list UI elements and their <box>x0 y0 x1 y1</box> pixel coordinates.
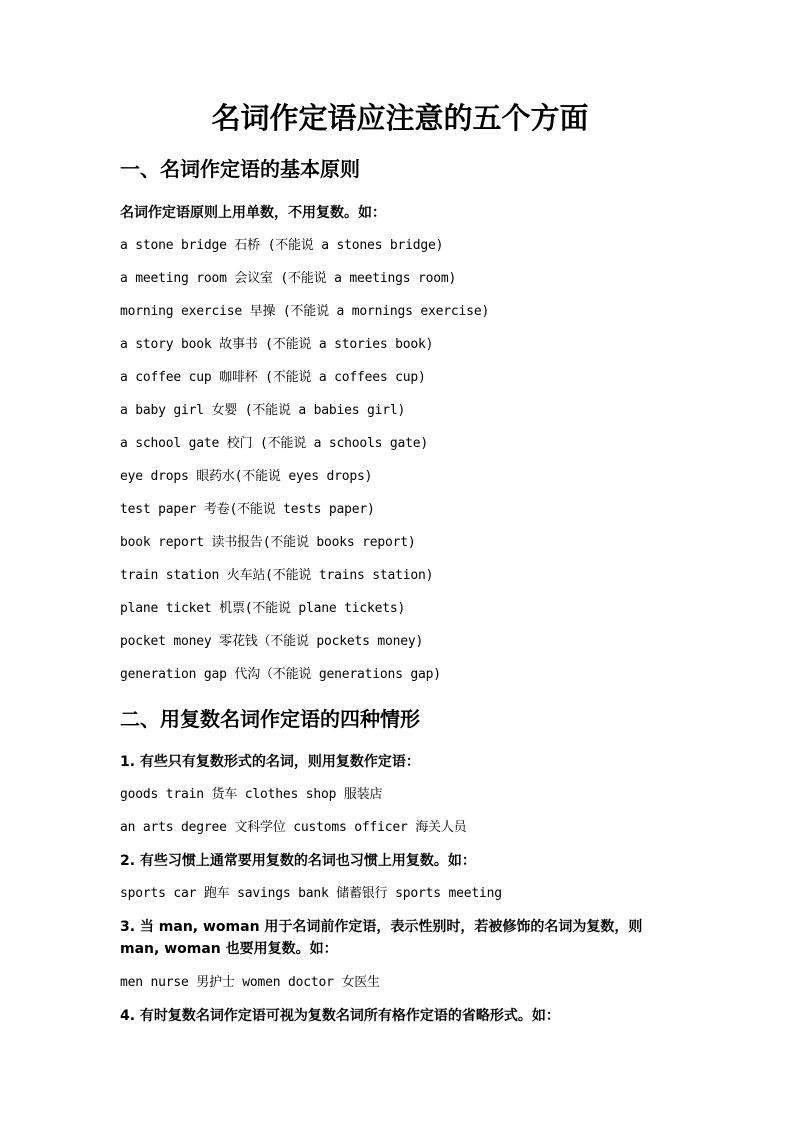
point-label-3: 3. 当 man, woman 用于名词前作定语，表示性别时，若被修饰的名词为复数，则 man, woman 也要用复数。如： <box>120 919 643 957</box>
example-line: test paper 考卷(不能说 tests paper) <box>120 502 375 517</box>
example-line: an arts degree 文科学位 customs officer 海关人员 <box>120 820 467 835</box>
example-line: book report 读书报告(不能说 books report) <box>120 535 416 550</box>
example-line: train station 火车站(不能说 trains station) <box>120 568 434 583</box>
example-line: sports car 跑车 savings bank 储蓄银行 sports meeting <box>120 886 502 901</box>
rule-text: 名词作定语原则上用单数，不用复数。如： <box>120 205 386 221</box>
example-line: a stone bridge 石桥 (不能说 a stones bridge) <box>120 238 444 253</box>
point-label-4: 4. 有时复数名词作定语可视为复数名词所有格作定语的省略形式。如： <box>120 1008 560 1024</box>
section-heading-2: 二、用复数名词作定语的四种情形 <box>120 707 420 731</box>
example-line: a baby girl 女婴 (不能说 a babies girl) <box>120 403 406 418</box>
example-line: a meeting room 会议室 (不能说 a meetings room) <box>120 271 457 286</box>
example-line: men nurse 男护士 women doctor 女医生 <box>120 975 380 990</box>
example-line: morning exercise 早操 (不能说 a mornings exercise) <box>120 304 490 319</box>
section-heading-1: 一、名词作定语的基本原则 <box>120 157 360 181</box>
example-line: plane ticket 机票(不能说 plane tickets) <box>120 601 406 616</box>
example-line: a story book 故事书 (不能说 a stories book) <box>120 337 434 352</box>
point-label-1: 1. 有些只有复数形式的名词，则用复数作定语： <box>120 754 420 770</box>
page-title: 名词作定语应注意的五个方面 <box>211 101 589 135</box>
example-line: generation gap 代沟（不能说 generations gap) <box>120 667 441 682</box>
example-line: pocket money 零花钱（不能说 pockets money) <box>120 634 424 649</box>
example-line: eye drops 眼药水(不能说 eyes drops) <box>120 469 373 484</box>
example-line: a school gate 校门 (不能说 a schools gate) <box>120 436 429 451</box>
example-line: a coffee cup 咖啡杯 (不能说 a coffees cup) <box>120 370 426 385</box>
point-label-2: 2. 有些习惯上通常要用复数的名词也习惯上用复数。如： <box>120 853 476 869</box>
example-line: goods train 货车 clothes shop 服装店 <box>120 787 383 802</box>
